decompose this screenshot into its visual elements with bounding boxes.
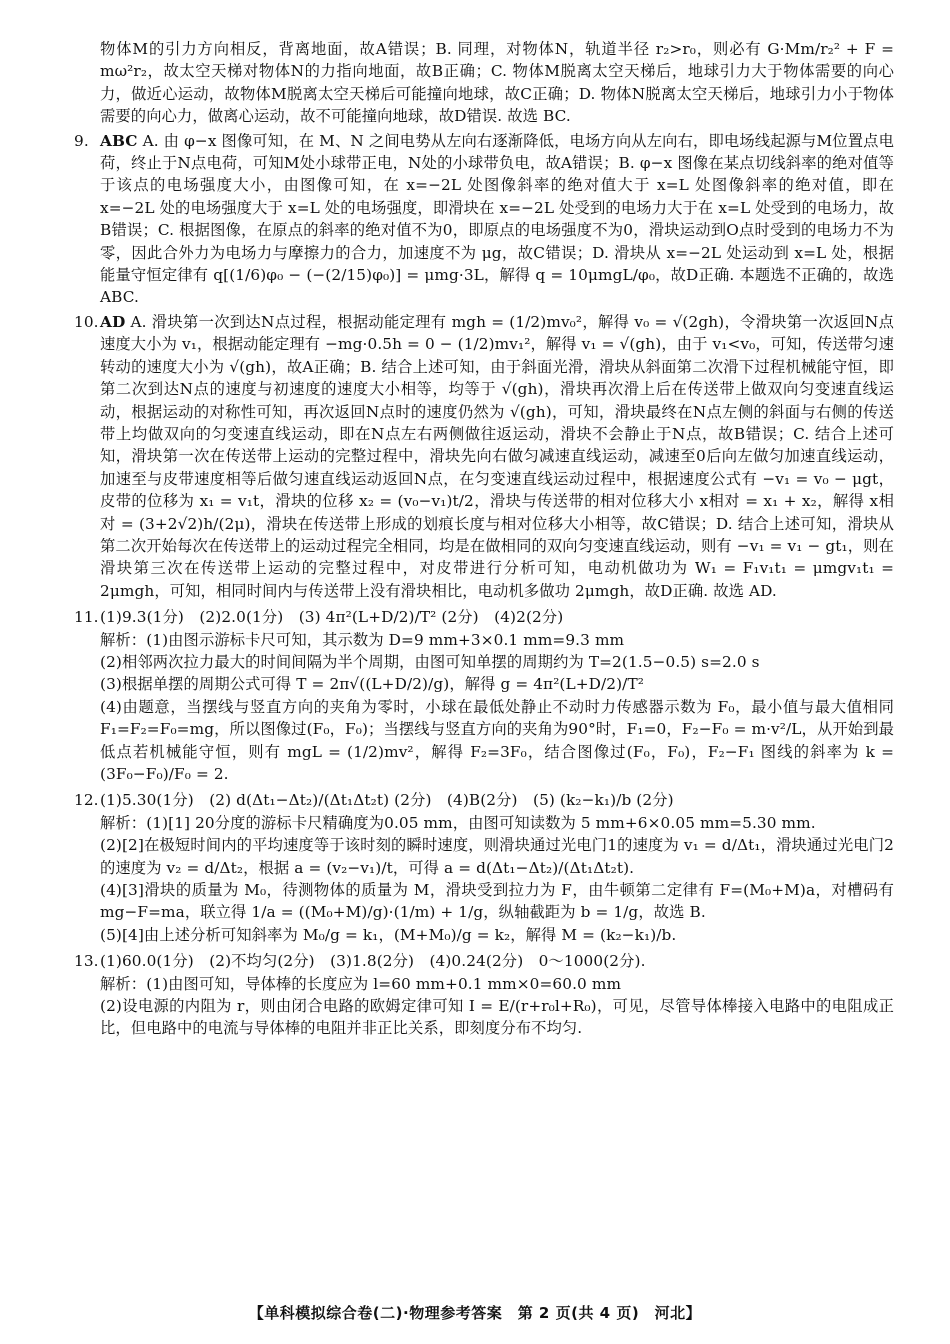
q13-step-1: 解析：(1)由图可知，导体棒的长度应为 l=60 mm+0.1 mm×0=60.0 mm — [100, 974, 622, 993]
q12-answer: (1)5.30(1分) (2) d(Δt₁−Δt₂)/(Δt₁Δt₂t) (2分) (4)B(2分) (5) (k₂−k₁)/b (2分) — [100, 791, 674, 810]
q11-step-4: (4)由题意，当摆线与竖直方向的夹角为零时，小球在最低处静止不动时力传感器示数为 F₀，最小值与最大值相同 F₁=F₂=F₀=mg，所以图像过(F₀，F₀)；当摆线与竖直方向的夹角为90°时，F₁=0，F₂−F₀ = m·v²/L，从开始到最低点若机械能守恒，则有 mgL = (1/2)mv²，解得 F₂=3F₀，结合图像过(F₀，F₀)，F₂−F₁ 图线的斜率为 k = (3F₀−F₀)/F₀ = 2. — [100, 697, 894, 783]
q11-step-2: (2)相邻两次拉力最大的时间间隔为半个周期，由图可知单摆的周期约为 T=2(1.5−0.5) s=2.0 s — [100, 652, 760, 671]
q13-solution: 13.(1)60.0(1分) (2)不均匀(2分) (3)1.8(2分) (4)0.24(2分) 0～1000(2分). 解析：(1)由图可知，导体棒的长度应为 l=60 mm+0.1 mm×0=60.0 mm (2)设电源的内阻为 r，则由闭合电路的欧姆定律可知 I = E/(r+r₀l+R₀)，可见，尽管导体棒接入电路中的电阻成正比，但电路中的电流与导体棒的电阻并非正比关系，即刻度分布不均匀. — [100, 950, 894, 1040]
q12-solution: 12.(1)5.30(1分) (2) d(Δt₁−Δt₂)/(Δt₁Δt₂t) (2分) (4)B(2分) (5) (k₂−k₁)/b (2分) 解析：(1)[1] 20分度的游标卡尺精确度为0.05 mm，由图可知读数为 5 mm+6×0.05 mm=5.30 mm. (2)[2]在极短时间内的平均速度等于该时刻的瞬时速度，则滑块通过光电门1的速度为 v₁ = d/Δt₁，滑块通过光电门2的速度为 v₂ = d/Δt₂，根据 a = (v₂−v₁)/t，可得 a = d(Δt₁−Δt₂)/(Δt₁Δt₂t). (4)[3]滑块的质量为 M₀，待测物体的质量为 M，滑块受到拉力为 F，由牛顿第二定律有 F=(M₀+M)a，对槽码有 mg−F=ma，联立得 1/a = ((M₀+M)/g)·(1/m) + 1/g，纵轴截距为 b = 1/g，故选 B. (5)[4]由上述分析可知斜率为 M₀/g = k₁，(M+M₀)/g = k₂，解得 M = (k₂−k₁)/b. — [100, 789, 894, 946]
q10-solution: 10.AD A. 滑块第一次到达N点过程，根据动能定理有 mgh = (1/2)mv₀²，解得 v₀ = √(2gh)，令滑块第一次返回N点速度大小为 v₁，根据动能定理有 −mg·0.5h = 0 − (1/2)mv₁²，解得 v₁ = √(gh)，由于 v₁<v₀，可知，传送带匀速转动的速度大小为 √(gh)，故A正确；B. 结合上述可知，由于斜面光滑，滑块从斜面第二次滑下过程机械能守恒，即第二次到达N点的速度与初速度的速度大小相等，均等于 √(gh)，滑块再次滑上后在传送带上做双向匀变速直线运动，根据运动的对称性可知，再次返回N点时的速度仍然为 √(gh)，可知，滑块最终在N点左侧的斜面与右侧的传送带上均做双向的匀变速直线运动，即在N点左右两侧做往返运动，滑块不会静止于N点，故B错误；C. 结合上述可知，滑块第一次在传送带上运动的完整过程中，滑块先向右做匀减速直线运动，减速至0后向左做匀加速直线运动，加速至与皮带速度相等后做匀速直线运动返回N点，在匀变速直线运动过程中，根据速度公式有 −v₁ = v₀ − μgt，皮带的位移为 x₁ = v₁t，滑块的位移 x₂ = (v₀−v₁)t/2，滑块与传送带的相对位移大小 x相对 = x₁ + x₂，解得 x相对 = (3+2√2)h/(2μ)，滑块在传送带上形成的划痕长度与相对位移大小相等，故C错误；D. 结合上述可知，滑块从第二次开始每次在传送带上的运动过程完全相同，均是在做相同的双向匀变速直线运动，则有 −v₁ = v₁ − gt₁，则在滑块第三次在传送带上运动的完整过程中，对皮带进行分析可知，电动机做功为 W₁ = F₁v₁t₁ = μmgv₁t₁ = 2μmgh，可知，相同时间内与传送带上没有滑块相比，电动机多做功 2μmgh，故D正确. 故选 AD. — [74, 312, 894, 600]
q11-step-1: 解析：(1)由图示游标卡尺可知，其示数为 D=9 mm+3×0.1 mm=9.3 mm — [100, 630, 625, 649]
q9-answer: ABC — [100, 131, 138, 150]
q12-step-2: (2)[2]在极短时间内的平均速度等于该时刻的瞬时速度，则滑块通过光电门1的速度为 v₁ = d/Δt₁，滑块通过光电门2的速度为 v₂ = d/Δt₂，根据 a = (v₂−v₁)/t，可得 a = d(Δt₁−Δt₂)/(Δt₁Δt₂t). — [100, 836, 894, 877]
q11-answer: (1)9.3(1分) (2)2.0(1分) (3) 4π²(L+D/2)/T² (2分) (4)2(2分) — [100, 608, 564, 627]
q12-step-4: (5)[4]由上述分析可知斜率为 M₀/g = k₁，(M+M₀)/g = k₂，解得 M = (k₂−k₁)/b. — [100, 925, 677, 944]
q12-step-1: 解析：(1)[1] 20分度的游标卡尺精确度为0.05 mm，由图可知读数为 5 mm+6×0.05 mm=5.30 mm. — [100, 813, 816, 832]
q9-solution: 9. ABC A. 由 φ−x 图像可知，在 M、N 之间电势从左向右逐渐降低，电场方向从左向右，即电场线起源与M位置点电荷，终止于N点电荷，可知M处小球带正电，N处的小球带负电，故A错误；B. φ−x 图像在某点切线斜率的绝对值等于该点的电场强度大小，由图像可知，在 x=−2L 处图像斜率的绝对值大于 x=L 处图像斜率的绝对值，即在 x=−2L 处的电场强度大于 x=L 处的电场强度，即滑块在 x=−2L 处受到的电场力大于在 x=L 处受到的电场力，故B错误；C. 根据图像，在原点的斜率的绝对值不为0，即原点的电场强度不为0，滑块运动到O点时受到的电场力不为零，因此合外力为电场力与摩擦力的合力，加速度不为 μg，故C错误；D. 滑块从 x=−2L 处运动到 x=L 处，根据能量守恒定律有 q[(1/6)φ₀ − (−(2/15)φ₀)] = μmg·3L，解得 q = 10μmgL/φ₀，故D正确. 本题选不正确的，故选 ABC. — [74, 131, 894, 307]
q10-answer: AD — [100, 312, 126, 331]
q12-step-3: (4)[3]滑块的质量为 M₀，待测物体的质量为 M，滑块受到拉力为 F，由牛顿第二定律有 F=(M₀+M)a，对槽码有 mg−F=ma，联立得 1/a = ((M₀+M)/g)·(1/m) + 1/g，纵轴截距为 b = 1/g，故选 B. — [100, 881, 894, 922]
page-footer: 【单科模拟综合卷(二)·物理参考答案 第 2 页(共 4 页) 河北】 — [248, 1304, 702, 1322]
q8-continuation: 物体M的引力方向相反，背离地面，故A错误；B. 同理，对物体N，轨道半径 r₂>r₀，则必有 G·Mm/r₂² + F = mω²r₂，故太空天梯对物体N的力指向地面，故B正确；C. 物体M脱离太空天梯后，地球引力大于物体需要的向心力，做近心运动，故物体M脱离太空天梯后可能撞向地球，故C正确；D. 物体N脱离太空天梯后，地球引力小于物体需要的向心力，做离心运动，故不可能撞向地球，故D错误. 故选 BC. — [100, 40, 894, 126]
q11-solution: 11.(1)9.3(1分) (2)2.0(1分) (3) 4π²(L+D/2)/T² (2分) (4)2(2分) 解析：(1)由图示游标卡尺可知，其示数为 D=9 mm+3×0.1 mm=9.3 mm (2)相邻两次拉力最大的时间间隔为半个周期，由图可知单摆的周期约为 T=2(1.5−0.5) s=2.0 s (3)根据单摆的周期公式可得 T = 2π√((L+D/2)/g)，解得 g = 4π²(L+D/2)/T² (4)由题意，当摆线与竖直方向的夹角为零时，小球在最低处静止不动时力传感器示数为 F₀，最小值与最大值相同 F₁=F₂=F₀=mg，所以图像过(F₀，F₀)；当摆线与竖直方向的夹角为90°时，F₁=0，F₂−F₀ = m·v²/L，从开始到最低点若机械能守恒，则有 mgL = (1/2)mv²，解得 F₂=3F₀，结合图像过(F₀，F₀)，F₂−F₁ 图线的斜率为 k = (3F₀−F₀)/F₀ = 2. — [100, 606, 894, 785]
q13-answer: (1)60.0(1分) (2)不均匀(2分) (3)1.8(2分) (4)0.24(2分) 0～1000(2分). — [100, 952, 646, 971]
q10-explanation: A. 滑块第一次到达N点过程，根据动能定理有 mgh = (1/2)mv₀²，解得 v₀ = √(2gh)，令滑块第一次返回N点速度大小为 v₁，根据动能定理有 −mg·0.5h = 0 − (1/2)mv₁²，解得 v₁ = √(gh)，由于 v₁<v₀，可知，传送带匀速转动的速度大小为 √(gh)，故A正确；B. 结合上述可知，由于斜面光滑，滑块从斜面第二次滑下过程机械能守恒，即第二次到达N点的速度与初速度的速度大小相等，均等于 √(gh)，滑块再次滑上后在传送带上做双向匀变速直线运动，根据运动的对称性可知，再次返回N点时的速度仍然为 √(gh)，可知，滑块最终在N点左侧的斜面与右侧的传送带上均做双向的匀变速直线运动，即在N点左右两侧做往返运动，滑块不会静止于N点，故B错误；C. 结合上述可知，滑块第一次在传送带上运动的完整过程中，滑块先向右做匀减速直线运动，减速至0后向左做匀加速直线运动，加速至与皮带速度相等后做匀速直线运动返回N点，在匀变速直线运动过程中，根据速度公式有 −v₁ = v₀ − μgt，皮带的位移为 x₁ = v₁t，滑块的位移 x₂ = (v₀−v₁)t/2，滑块与传送带的相对位移大小 x相对 = x₁ + x₂，解得 x相对 = (3+2√2)h/(2μ)，滑块在传送带上形成的划痕长度与相对位移大小相等，故C错误；D. 结合上述可知，滑块从第二次开始每次在传送带上的运动过程完全相同，均是在做相同的双向匀变速直线运动，则有 −v₁ = v₁ − gt₁，则在滑块第三次在传送带上运动的完整过程中，对皮带进行分析可知，电动机做功为 W₁ = F₁v₁t₁ = μmgv₁t₁ = 2μmgh，可知，相同时间内与传送带上没有滑块相比，电动机多做功 2μmgh，故D正确. 故选 AD. — [100, 312, 894, 600]
q13-step-2: (2)设电源的内阻为 r，则由闭合电路的欧姆定律可知 I = E/(r+r₀l+R₀)，可见，尽管导体棒接入电路中的电阻成正比，但电路中的电流与导体棒的电阻并非正比关系，即刻度分布不均匀. — [100, 997, 894, 1038]
q9-explanation: A. 由 φ−x 图像可知，在 M、N 之间电势从左向右逐渐降低，电场方向从左向右，即电场线起源与M位置点电荷，终止于N点电荷，可知M处小球带正电，N处的小球带负电，故A错误；B. φ−x 图像在某点切线斜率的绝对值等于该点的电场强度大小，由图像可知，在 x=−2L 处图像斜率的绝对值大于 x=L 处图像斜率的绝对值，即在 x=−2L 处的电场强度大于 x=L 处的电场强度，即滑块在 x=−2L 处受到的电场力大于在 x=L 处受到的电场力，故B错误；C. 根据图像，在原点的斜率的绝对值不为0，即原点的电场强度不为0，滑块运动到O点时受到的电场力不为零，因此合外力为电场力与摩擦力的合力，加速度不为 μg，故C错误；D. 滑块从 x=−2L 处运动到 x=L 处，根据能量守恒定律有 q[(1/6)φ₀ − (−(2/15)φ₀)] = μmg·3L，解得 q = 10μmgL/φ₀，故D正确. 本题选不正确的，故选 ABC. — [100, 131, 894, 307]
q11-step-3: (3)根据单摆的周期公式可得 T = 2π√((L+D/2)/g)，解得 g = 4π²(L+D/2)/T² — [100, 675, 644, 694]
